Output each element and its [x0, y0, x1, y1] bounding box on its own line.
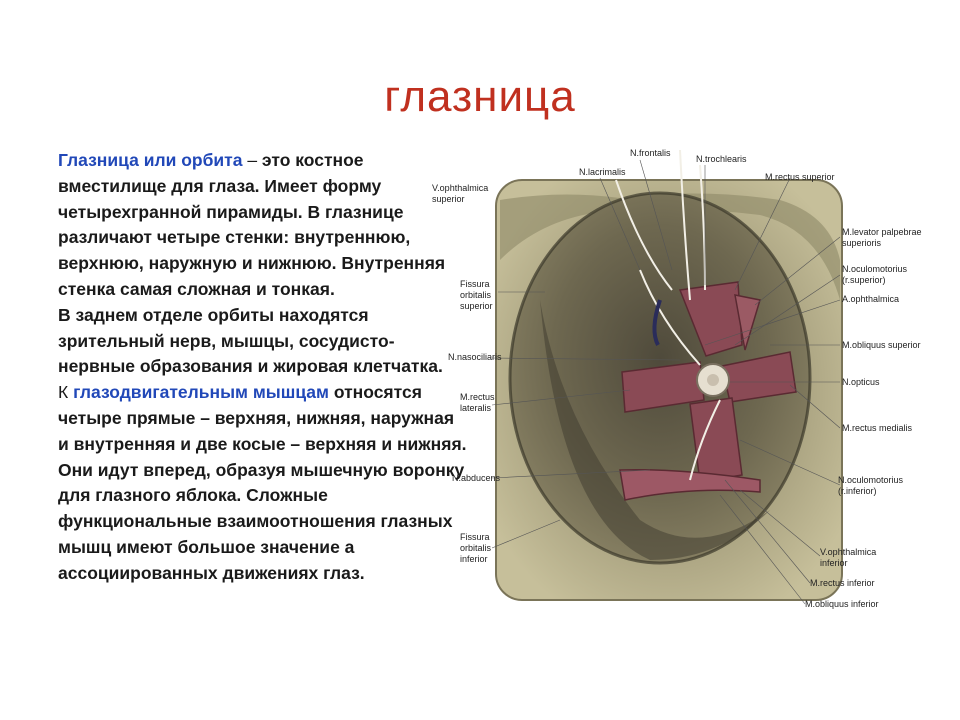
m-rectus-inferior-shape: [690, 398, 742, 482]
label-m-rectus-medialis: M.rectus medialis: [842, 423, 913, 433]
label-m-obliquus-inferior: M.obliquus inferior: [805, 599, 879, 609]
body-text: [58, 148, 468, 587]
label-m-rectus-lateralis: M.rectus: [460, 392, 495, 402]
label-v-ophthalmica-inferior: V.ophthalmica: [820, 547, 877, 557]
paragraph-contents: В заднем отделе орбиты находятся зрительный нерв, мышцы, сосудисто-нервные образования и жировая клетчатка.: [58, 304, 443, 377]
term-eye-muscles: глазодвигательным мышцам: [73, 382, 329, 403]
svg-text:(r.superior): (r.superior): [842, 275, 886, 285]
label-n-lacrimalis: N.lacrimalis: [579, 167, 626, 177]
label-m-levator: M.levator palpebrae: [842, 227, 922, 237]
label-v-ophthalmica-superior: V.ophthalmica: [432, 183, 489, 193]
label-n-oculomotorius-superior: N.oculomotorius: [842, 264, 908, 274]
svg-text:superioris: superioris: [842, 238, 882, 248]
svg-text:inferior: inferior: [820, 558, 848, 568]
label-n-abducens: N.abducens: [452, 473, 501, 483]
label-n-opticus: N.opticus: [842, 377, 880, 387]
paragraph-muscles: К глазодвигательным мышцам относятся четыре прямые – верхняя, нижняя, наружная и внутренняя и две косые – верхняя и нижняя. Они идут вперед, образуя мышечную воронку для глазного яблока. Сложные функциональные взаимоотношения глазных мышц имеют большое значение а ассоциированных движениях глаз.: [58, 382, 467, 583]
svg-text:orbitalis: orbitalis: [460, 290, 492, 300]
svg-text:(r.inferior): (r.inferior): [838, 486, 877, 496]
paragraph-definition: Глазница или орбита – это костное вместилище для глаза. Имеет форму четырехгранной пирамиды. В глазнице различают четыре стенки: внутреннюю, верхнюю, наружную и нижнюю. Внутренняя стенка самая сложная и тонкая.: [58, 150, 446, 299]
term-orbit: Глазница или орбита: [58, 150, 243, 170]
label-n-frontalis: N.frontalis: [630, 148, 671, 158]
label-n-trochlearis: N.trochlearis: [696, 154, 747, 164]
label-m-rectus-inferior: M.rectus inferior: [810, 578, 875, 588]
label-m-obliquus-superior: M.obliquus superior: [842, 340, 921, 350]
label-fissura-orbitalis-superior: Fissura: [460, 279, 490, 289]
orbit-anatomy-illustration: [432, 140, 940, 620]
svg-text:orbitalis: orbitalis: [460, 543, 492, 553]
svg-text:superior: superior: [460, 301, 493, 311]
label-a-ophthalmica: A.ophthalmica: [842, 294, 900, 304]
svg-text:inferior: inferior: [460, 554, 488, 564]
label-n-nasociliaris: N.nasociliaris: [448, 352, 502, 362]
label-m-rectus-superior: M.rectus superior: [765, 172, 835, 182]
svg-text:superior: superior: [432, 194, 465, 204]
label-n-oculomotorius-inferior: N.oculomotorius: [838, 475, 904, 485]
svg-text:lateralis: lateralis: [460, 403, 492, 413]
slide-title: глазница: [384, 72, 576, 121]
label-fissura-orbitalis-inferior: Fissura: [460, 532, 490, 542]
